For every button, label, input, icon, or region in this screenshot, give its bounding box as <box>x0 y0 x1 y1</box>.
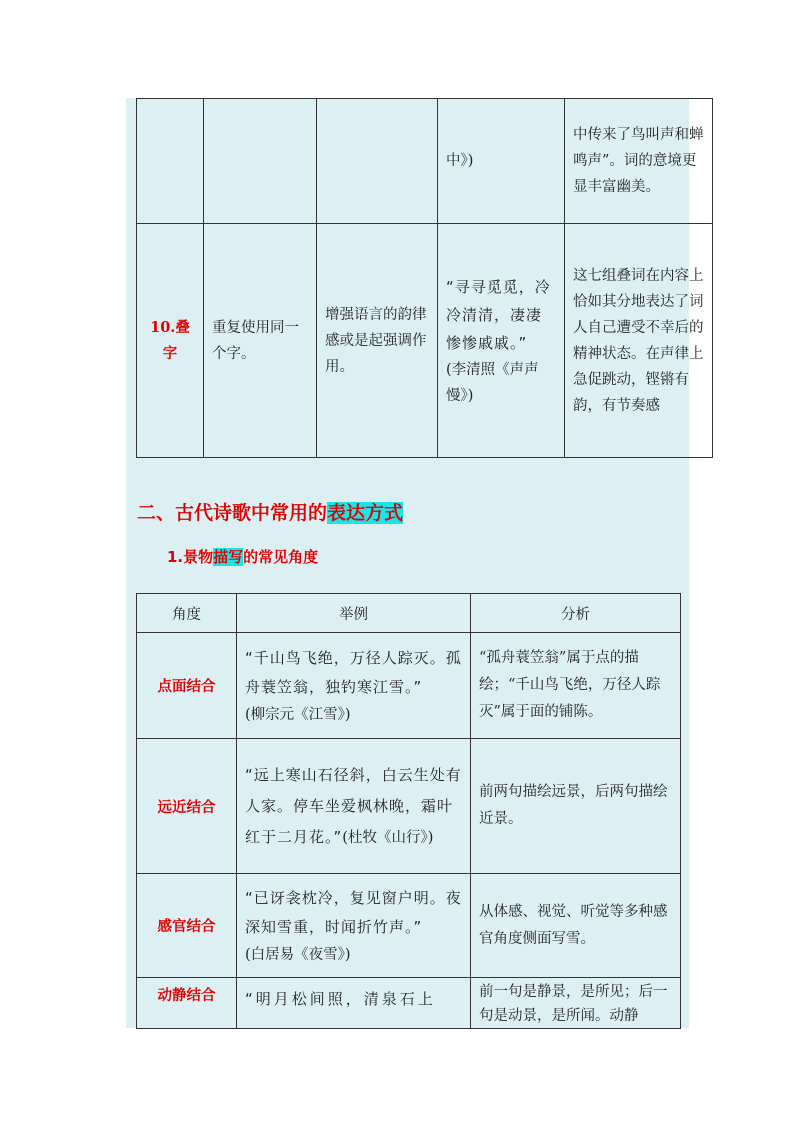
table-row <box>137 99 713 224</box>
table-cell <box>237 978 471 1029</box>
table-row <box>137 874 681 978</box>
angle-label: 点面结合 <box>157 679 216 695</box>
subsection-heading-prefix: 1.景物 <box>167 548 214 566</box>
table-cell <box>137 874 237 978</box>
table-cell <box>204 224 317 458</box>
table-row <box>137 224 713 458</box>
table-cell <box>471 739 681 874</box>
table-row <box>137 633 681 739</box>
header-example: 举例 <box>237 594 471 633</box>
table-cell <box>137 224 204 458</box>
table-cell <box>237 739 471 874</box>
subsection-heading <box>167 546 318 567</box>
scenery-angle-table <box>136 593 681 1029</box>
example-source: (柳宗元《江雪》) <box>245 706 351 723</box>
table-header-row <box>137 594 681 633</box>
example-source: (白居易《夜雪》) <box>245 946 351 963</box>
table-cell <box>137 739 237 874</box>
table-cell <box>317 99 438 224</box>
analysis-text: 前一句是静景，是所见；后一句是动景，是所闻。动静 <box>479 984 668 1024</box>
table-cell <box>471 633 681 739</box>
table-cell <box>438 99 565 224</box>
example-quote: “已讶衾枕冷，复见窗户明。夜深知雪重，时闻折竹声。” <box>245 888 462 936</box>
angle-label: 远近结合 <box>157 799 216 816</box>
section-heading-text: 二、古代诗歌中常用的 <box>137 502 328 524</box>
table-cell <box>471 874 681 978</box>
device-name: 10.叠字 <box>150 318 190 362</box>
table-cell <box>565 224 713 458</box>
example-quote: “远上寒山石径斜，白云生处有人家。停车坐爱枫林晚，霜叶红于二月花。” <box>245 765 462 846</box>
header-angle: 角度 <box>137 594 237 633</box>
analysis-text: 前两句描绘远景，后两句描绘近景。 <box>479 784 668 827</box>
table-cell <box>137 978 237 1029</box>
table-cell <box>317 224 438 458</box>
header-analysis: 分析 <box>471 594 681 633</box>
table-cell <box>237 874 471 978</box>
table-cell <box>137 633 237 739</box>
device-function: 增强语言的韵律感或是起强调作用。 <box>325 306 427 375</box>
table-cell <box>137 99 204 224</box>
example-quote: “明月松间照，清泉石上 <box>245 990 436 1008</box>
angle-label: 感官结合 <box>157 919 216 935</box>
table-cell <box>471 978 681 1029</box>
analysis-text: “孤舟蓑笠翁”属于点的描绘；“千山鸟飞绝，万径人踪灭”属于面的铺陈。 <box>479 650 661 720</box>
table-cell <box>204 99 317 224</box>
table-row <box>137 978 681 1029</box>
table-cell <box>438 224 565 458</box>
analysis-text: 从体感、视觉、听觉等多种感官角度侧面写雪。 <box>479 903 668 947</box>
example-source: (杜牧《山行》) <box>342 829 434 846</box>
section-heading-highlight: 表达方式 <box>327 502 404 524</box>
angle-label: 动静结合 <box>157 988 216 1004</box>
device-analysis: 这七组叠词在内容上恰如其分地表达了词人自己遭受不幸后的精神状态。在声律上急促跳动，铿锵有韵，有节奏感 <box>573 267 704 414</box>
subsection-heading-suffix: 的常见角度 <box>243 548 319 566</box>
table-row <box>137 739 681 874</box>
example-quote: “千山鸟飞绝，万径人踪灭。孤舟蓑笠翁，独钓寒江雪。” <box>245 648 462 696</box>
device-definition: 重复使用同一个字。 <box>212 319 299 362</box>
subsection-heading-highlight: 描写 <box>213 548 244 566</box>
section-heading <box>137 498 403 525</box>
analysis-continuation: 中传来了鸟叫声和蝉鸣声”。词的意境更显丰富幽美。 <box>573 127 704 195</box>
table-cell <box>237 633 471 739</box>
rhetoric-table <box>136 98 713 458</box>
example-continuation: 中》) <box>446 153 474 169</box>
example-source: (李清照《声声慢》) <box>446 361 539 404</box>
table-cell <box>565 99 713 224</box>
example-quote: “寻寻觅觅，冷冷清清，凄凄惨惨戚戚。” <box>446 277 551 352</box>
